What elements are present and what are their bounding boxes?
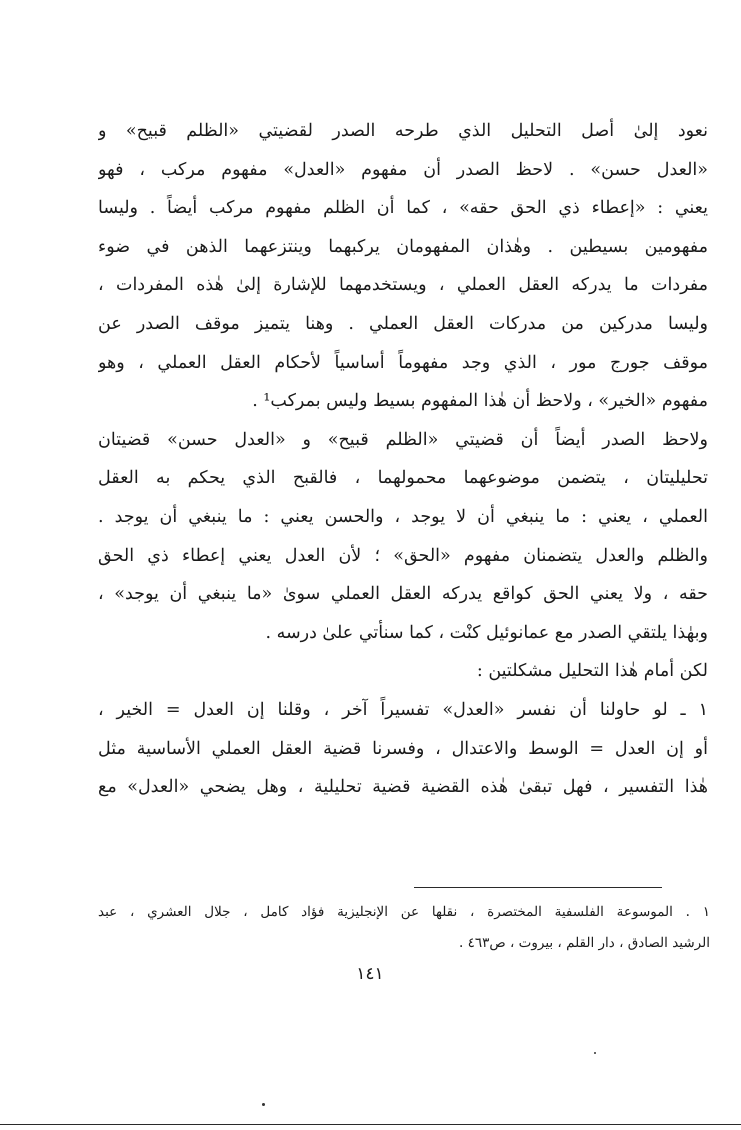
text-line: مفردات ما يدركه العقل العملي ، ويستخدمهما للإشارة إلىٰ هٰذه المفردات ، [98,275,708,296]
text-line: ١ ـ لو حاولنا أن نفسر «العدل» تفسيراً آخر ، وقلنا إن العدل = الخير ، [98,699,708,720]
text-line: نعود إلىٰ أصل التحليل الذي طرحه الصدر لقضيتي «الظلم قبيح» و [98,121,708,141]
text-line: أو إن العدل = الوسط والاعتدال ، وفسرنا قضية العقل العملي الأساسية مثل [98,738,708,759]
footnote-line: الرشيد الصادق ، دار القلم ، بيروت ، ص٤٦٣ . [459,935,710,951]
page-number: ١٤١ [356,964,384,984]
text-line: حقه ، ولا يعني الحق كواقع يدركه العقل العملي سوىٰ «ما ينبغي أن يوجد» ، [98,584,708,605]
text-line: موقف جورج مور ، الذي وجد مفهوماً أساسياً لأحكام العقل العملي ، وهو [98,352,708,373]
text-line: هٰذا التفسير ، فهل تبقىٰ هٰذه القضية قضية تحليلية ، وهل يضحي «العدل» مع [98,777,708,798]
text-line: وبهٰذا يلتقي الصدر مع عمانوئيل كنْت ، كما سنأتي علىٰ درسه . [265,622,708,643]
scan-speck [262,1103,265,1106]
scan-edge-line [0,1124,741,1125]
text-line: وليسا مدركين من مدركات العقل العملي . وهنا يتميز موقف الصدر عن [98,313,708,334]
text-line: مفهومين بسيطين . وهٰذان المفهومان يركبهما وينتزعهما الذهن في ضوء [98,236,708,257]
text-line: تحليليتان ، يتضمن موضوعهما محمولهما ، فالقبح الذي يحكم به العقل [98,468,708,489]
footnote [98,897,710,959]
text-line: العملي ، يعني : ما ينبغي أن لا يوجد ، والحسن يعني : ما ينبغي أن يوجد . [98,506,708,527]
text-line: يعني : «إعطاء ذي الحق حقه» ، كما أن الظلم مفهوم مركب أيضاً . وليسا [98,198,708,219]
text-line: مفهوم «الخير» ، ولاحظ أن هٰذا المفهوم بسيط وليس بمركب¹ . [252,391,708,412]
footnote-line: ١ . الموسوعة الفلسفية المختصرة ، نقلها عن الإنجليزية فؤاد كامل ، جلال العشري ، عبد [98,904,710,920]
text-line: ولاحظ الصدر أيضاً أن قضيتي «الظلم قبيح» و «العدل حسن» قضيتان [98,429,708,450]
main-text [98,112,708,807]
scan-speck [594,1052,596,1054]
text-line: والظلم والعدل يتضمنان مفهوم «الحق» ؛ لأن العدل يعني إعطاء ذي الحق [98,545,708,566]
footnote-divider [414,887,662,888]
text-line: لكن أمام هٰذا التحليل مشكلتين : [476,661,708,682]
text-line: «العدل حسن» . لاحظ الصدر أن مفهوم «العدل» مفهوم مركب ، فهو [98,159,708,180]
